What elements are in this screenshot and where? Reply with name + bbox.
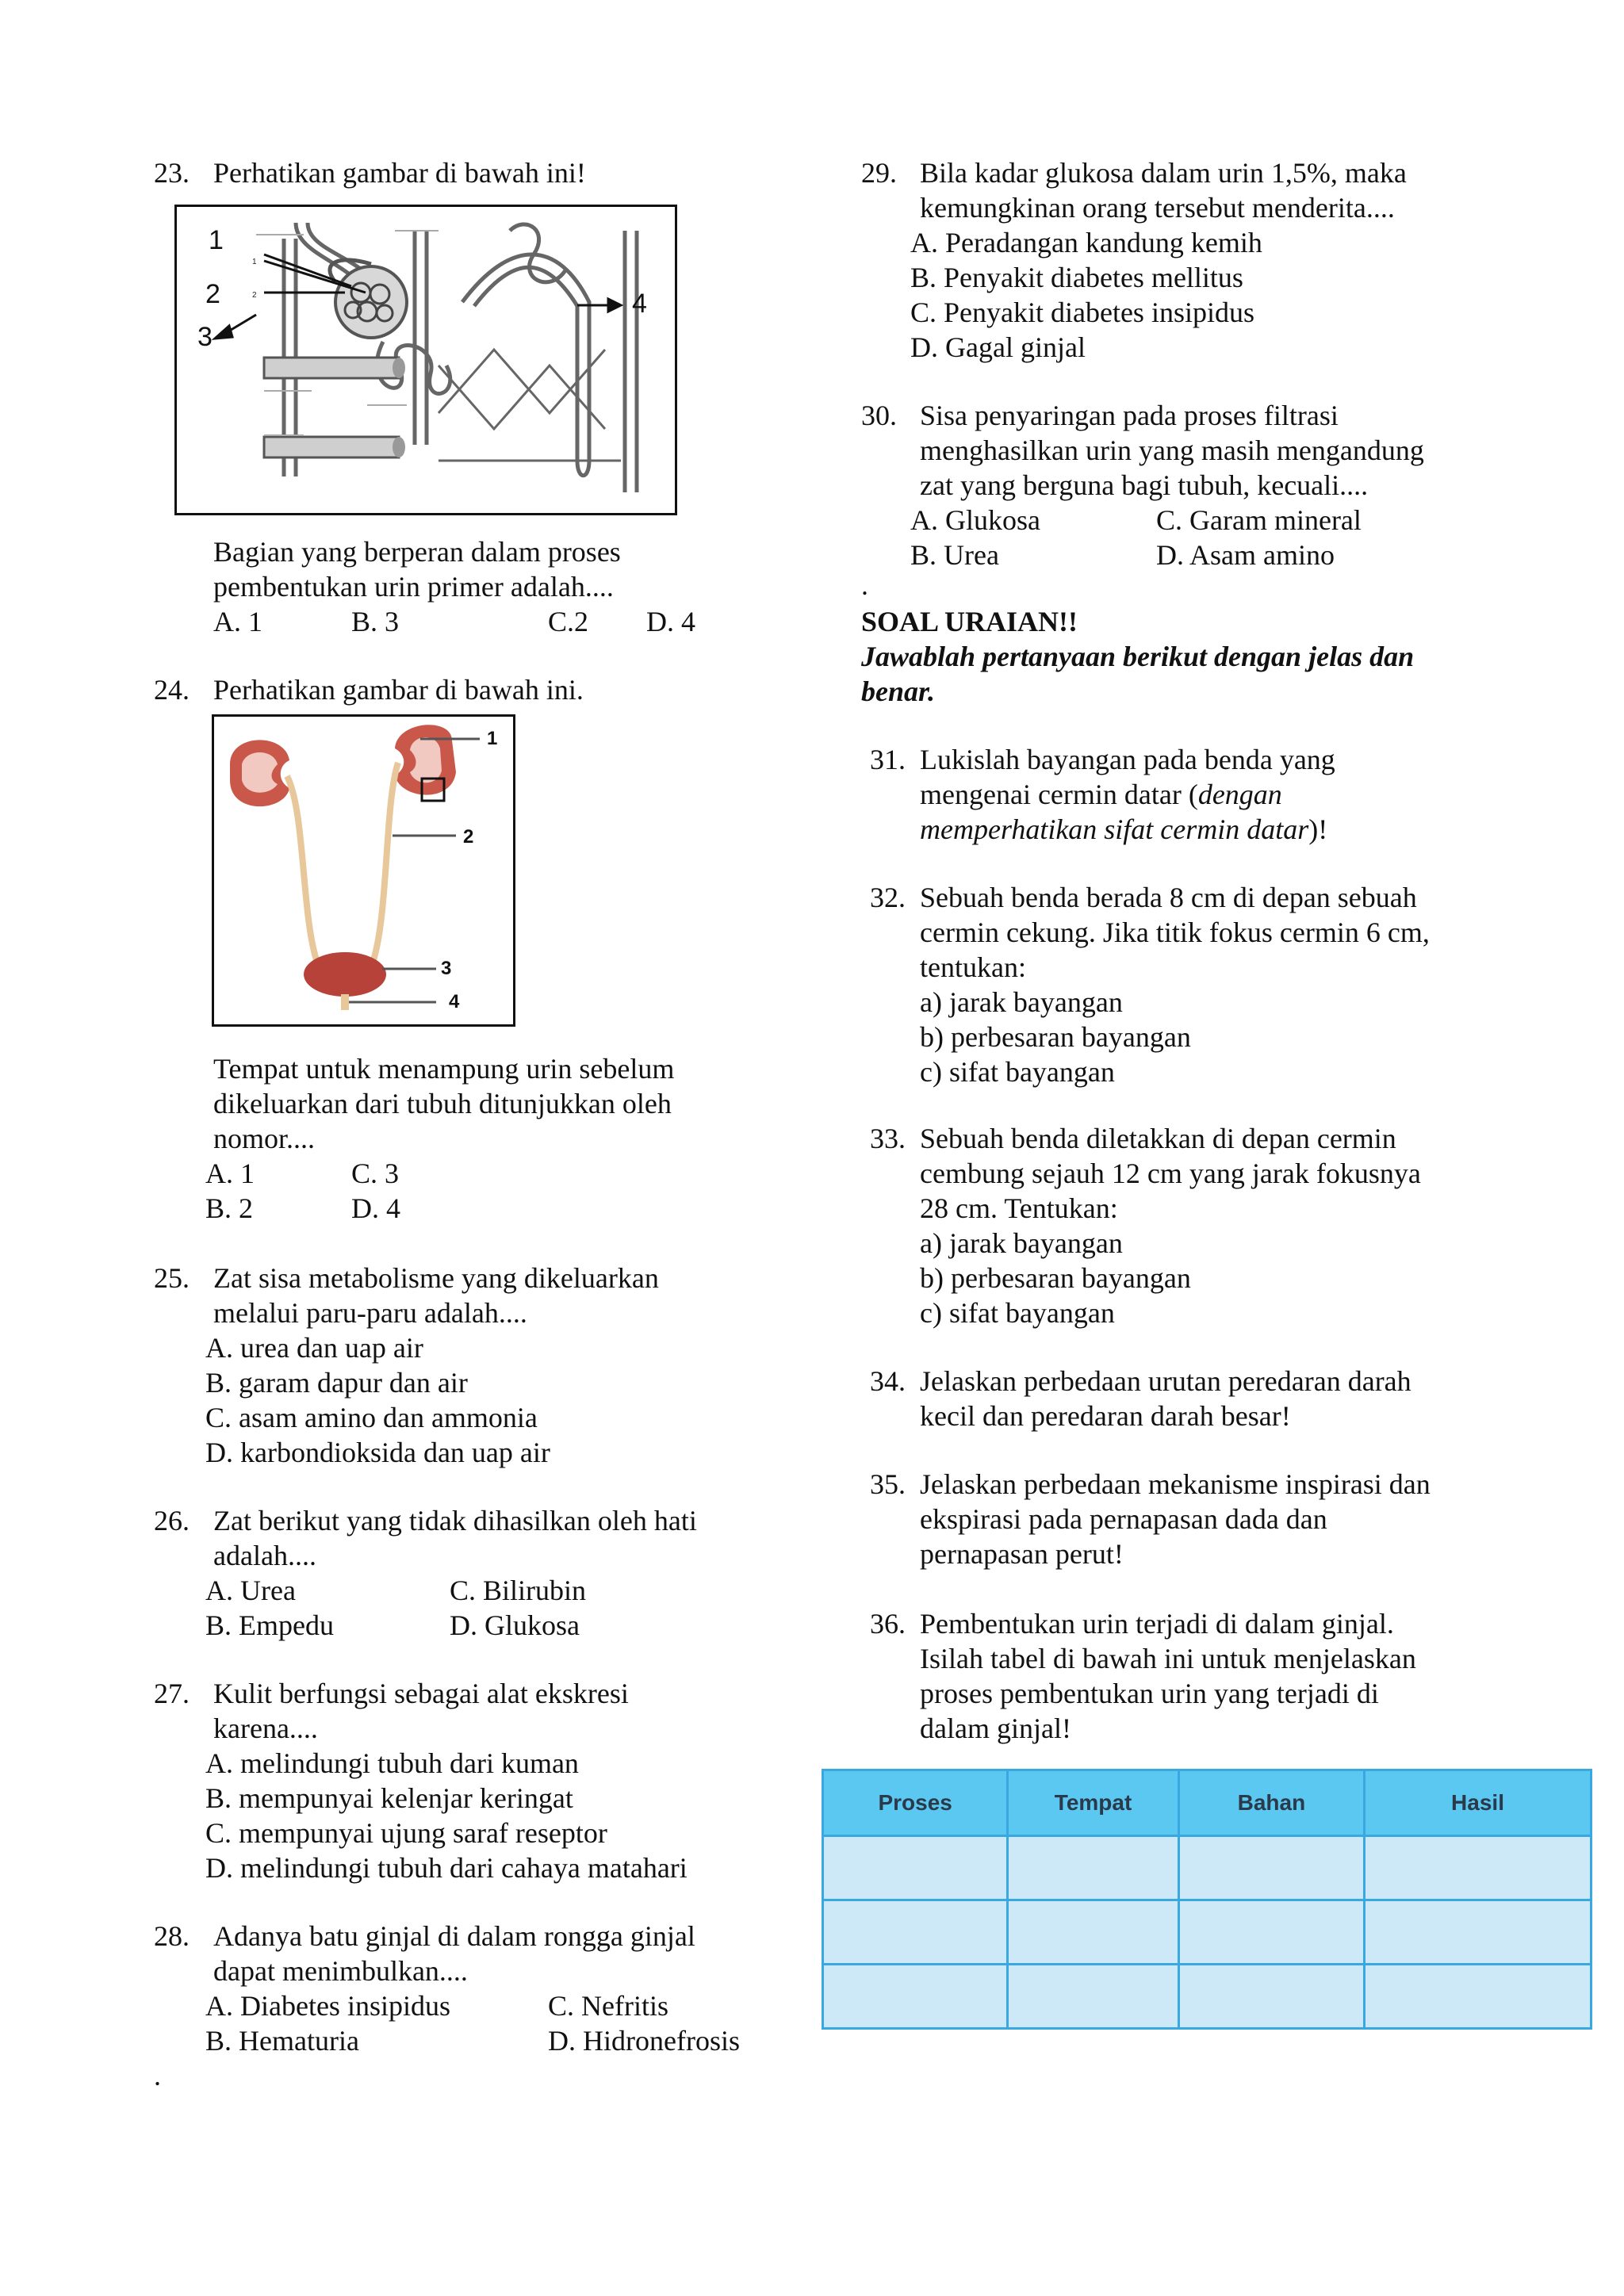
q32-line-2: cermin cekung. Jika titik fokus cermin 6 cm, <box>920 916 1430 948</box>
q26-option-a: A. Urea <box>205 1575 296 1606</box>
table-row <box>823 1836 1591 1900</box>
q32-part-b: b) perbesaran bayangan <box>920 1021 1191 1053</box>
q27-line-1: Kulit berfungsi sebagai alat ekskresi <box>213 1678 629 1709</box>
q32-line-1: Sebuah benda berada 8 cm di depan sebuah <box>920 882 1417 913</box>
q31-line-2-a: mengenai cermin datar ( <box>920 779 1198 810</box>
q34-number: 34. <box>870 1365 906 1397</box>
table-cell[interactable] <box>1008 1900 1178 1965</box>
table-row <box>823 1900 1591 1965</box>
q27-option-b: B. mempunyai kelenjar keringat <box>205 1782 573 1814</box>
q23-option-b: B. 3 <box>351 606 400 637</box>
q23-number: 23. <box>154 157 190 189</box>
q24-caption-2: dikeluarkan dari tubuh ditunjukkan oleh <box>213 1088 672 1119</box>
q28-option-d: D. Hidronefrosis <box>548 2025 740 2057</box>
table-cell[interactable] <box>823 1836 1008 1900</box>
q28-option-c: C. Nefritis <box>548 1990 668 2022</box>
q30-option-c: C. Garam mineral <box>1156 504 1362 536</box>
urinary-label-4: 4 <box>449 991 460 1012</box>
q35-line-1: Jelaskan perbedaan mekanisme inspirasi dan <box>920 1468 1431 1500</box>
q28-number: 28. <box>154 1920 190 1952</box>
q33-number: 33. <box>870 1123 906 1154</box>
q24-caption-1: Tempat untuk menampung urin sebelum <box>213 1053 675 1085</box>
q26-number: 26. <box>154 1505 190 1536</box>
essay-title: SOAL URAIAN!! <box>861 606 1078 637</box>
table-cell[interactable] <box>1365 1836 1591 1900</box>
q30-option-a: A. Glukosa <box>910 504 1040 536</box>
q23-caption-2: pembentukan urin primer adalah.... <box>213 571 614 603</box>
q29-line-1: Bila kadar glukosa dalam urin 1,5%, maka <box>920 157 1407 189</box>
urinary-system-diagram <box>214 717 513 1024</box>
table-cell[interactable] <box>1008 1965 1178 2029</box>
q32-line-3: tentukan: <box>920 951 1026 983</box>
table-cell[interactable] <box>823 1965 1008 2029</box>
q23-text: Perhatikan gambar di bawah ini! <box>213 157 586 189</box>
svg-text:1: 1 <box>252 258 257 266</box>
nephron-figure <box>174 205 677 515</box>
q33-part-b: b) perbesaran bayangan <box>920 1262 1191 1294</box>
q29-number: 29. <box>861 157 897 189</box>
q24-option-c: C. 3 <box>351 1158 400 1189</box>
q25-line-2: melalui paru-paru adalah.... <box>213 1297 527 1329</box>
q33-line-3: 28 cm. Tentukan: <box>920 1192 1118 1224</box>
q30-option-d: D. Asam amino <box>1156 539 1335 571</box>
essay-instruction-1: Jawablah pertanyaan berikut dengan jelas dan <box>861 641 1415 672</box>
q26-line-1: Zat berikut yang tidak dihasilkan oleh hati <box>213 1505 697 1536</box>
urinary-label-1: 1 <box>487 728 498 749</box>
q24-caption-3: nomor.... <box>213 1123 316 1154</box>
q30-number: 30. <box>861 400 897 431</box>
nephron-label-1: 1 <box>209 225 224 255</box>
q34-line-2: kecil dan peredaran darah besar! <box>920 1400 1291 1432</box>
table-cell[interactable] <box>1178 1836 1364 1900</box>
q26-line-2: adalah.... <box>213 1540 316 1571</box>
table-cell[interactable] <box>1365 1900 1591 1965</box>
nephron-label-4: 4 <box>632 289 647 319</box>
q36-line-2: Isilah tabel di bawah ini untuk menjelaskan <box>920 1643 1416 1674</box>
essay-instruction-2: benar. <box>861 675 936 707</box>
q32-number: 32. <box>870 882 906 913</box>
q31-line-1: Lukislah bayangan pada benda yang <box>920 744 1335 775</box>
urinary-label-3: 3 <box>441 958 452 979</box>
q30-line-1: Sisa penyaringan pada proses filtrasi <box>920 400 1339 431</box>
urine-process-table <box>822 1769 1592 2030</box>
q27-option-c: C. mempunyai ujung saraf reseptor <box>205 1817 607 1849</box>
urinary-system-figure <box>212 714 515 1027</box>
q25-option-a: A. urea dan uap air <box>205 1332 423 1364</box>
q26-option-c: C. Bilirubin <box>450 1575 587 1606</box>
table-header-row <box>823 1770 1591 1836</box>
q27-option-a: A. melindungi tubuh dari kuman <box>205 1747 579 1779</box>
table-row <box>823 1965 1591 2029</box>
q29-option-a: A. Peradangan kandung kemih <box>910 227 1262 258</box>
q29-option-b: B. Penyakit diabetes mellitus <box>910 262 1243 293</box>
table-header-bahan: Bahan <box>1178 1770 1364 1836</box>
q24-option-a: A. 1 <box>205 1158 255 1189</box>
q28-line-2: dapat menimbulkan.... <box>213 1955 468 1987</box>
q27-number: 27. <box>154 1678 190 1709</box>
q29-option-d: D. Gagal ginjal <box>910 331 1086 363</box>
q27-line-2: karena.... <box>213 1712 318 1744</box>
q26-option-b: B. Empedu <box>205 1609 334 1641</box>
table-header-hasil: Hasil <box>1365 1770 1591 1836</box>
q23-option-d: D. 4 <box>646 606 695 637</box>
table-cell[interactable] <box>1178 1900 1364 1965</box>
q33-line-2: cembung sejauh 12 cm yang jarak fokusnya <box>920 1158 1421 1189</box>
q36-number: 36. <box>870 1608 906 1640</box>
table-cell[interactable] <box>1008 1836 1178 1900</box>
q27-option-d: D. melindungi tubuh dari cahaya matahari <box>205 1852 688 1884</box>
table-cell[interactable] <box>1365 1965 1591 2029</box>
q25-option-d: D. karbondioksida dan uap air <box>205 1437 550 1468</box>
q25-line-1: Zat sisa metabolisme yang dikeluarkan <box>213 1262 659 1294</box>
table-cell[interactable] <box>823 1900 1008 1965</box>
q23-option-c: C.2 <box>548 606 589 637</box>
q24-option-b: B. 2 <box>205 1192 254 1224</box>
q35-number: 35. <box>870 1468 906 1500</box>
svg-text:2: 2 <box>252 291 257 300</box>
q36-line-4: dalam ginjal! <box>920 1712 1071 1744</box>
table-header-proses: Proses <box>823 1770 1008 1836</box>
q30-line-3: zat yang berguna bagi tubuh, kecuali.... <box>920 469 1369 501</box>
nephron-diagram <box>177 207 675 513</box>
left-end-dot: . <box>154 2060 161 2091</box>
q31-line-3-b: )! <box>1308 813 1328 845</box>
q29-option-c: C. Penyakit diabetes insipidus <box>910 297 1254 328</box>
q34-line-1: Jelaskan perbedaan urutan peredaran darah <box>920 1365 1411 1397</box>
q25-number: 25. <box>154 1262 190 1294</box>
q25-option-c: C. asam amino dan ammonia <box>205 1402 538 1433</box>
q30-line-2: menghasilkan urin yang masih mengandung <box>920 434 1424 466</box>
q24-text: Perhatikan gambar di bawah ini. <box>213 674 584 706</box>
q23-caption-1: Bagian yang berperan dalam proses <box>213 536 621 568</box>
q28-line-1: Adanya batu ginjal di dalam rongga ginjal <box>213 1920 695 1952</box>
q33-part-c: c) sifat bayangan <box>920 1297 1115 1329</box>
q36-line-1: Pembentukan urin terjadi di dalam ginjal. <box>920 1608 1394 1640</box>
q24-number: 24. <box>154 674 190 706</box>
q28-option-b: B. Hematuria <box>205 2025 359 2057</box>
q31-line-2 <box>920 777 1282 812</box>
q24-option-d: D. 4 <box>351 1192 400 1224</box>
q26-option-d: D. Glukosa <box>450 1609 580 1641</box>
nephron-label-3: 3 <box>197 322 213 352</box>
q30-option-b: B. Urea <box>910 539 999 571</box>
q25-option-b: B. garam dapur dan air <box>205 1367 468 1399</box>
q23-option-a: A. 1 <box>213 606 262 637</box>
q28-option-a: A. Diabetes insipidus <box>205 1990 450 2022</box>
urinary-label-2: 2 <box>463 826 474 848</box>
q35-line-3: pernapasan perut! <box>920 1538 1124 1570</box>
nephron-label-2: 2 <box>205 279 220 309</box>
q32-part-a: a) jarak bayangan <box>920 986 1123 1018</box>
q29-line-2: kemungkinan orang tersebut menderita.... <box>920 192 1395 224</box>
q33-part-a: a) jarak bayangan <box>920 1227 1123 1259</box>
q31-line-2-b: dengan <box>1197 779 1282 810</box>
q32-part-c: c) sifat bayangan <box>920 1056 1115 1088</box>
q31-line-3 <box>920 812 1327 847</box>
q36-line-3: proses pembentukan urin yang terjadi di <box>920 1678 1379 1709</box>
q35-line-2: ekspirasi pada pernapasan dada dan <box>920 1503 1327 1535</box>
q33-line-1: Sebuah benda diletakkan di depan cermin <box>920 1123 1396 1154</box>
table-cell[interactable] <box>1178 1965 1364 2029</box>
q31-line-3-a: memperhatikan sifat cermin datar <box>920 813 1309 845</box>
q31-number: 31. <box>870 744 906 775</box>
right-dot: . <box>861 569 868 601</box>
table-header-tempat: Tempat <box>1008 1770 1178 1836</box>
